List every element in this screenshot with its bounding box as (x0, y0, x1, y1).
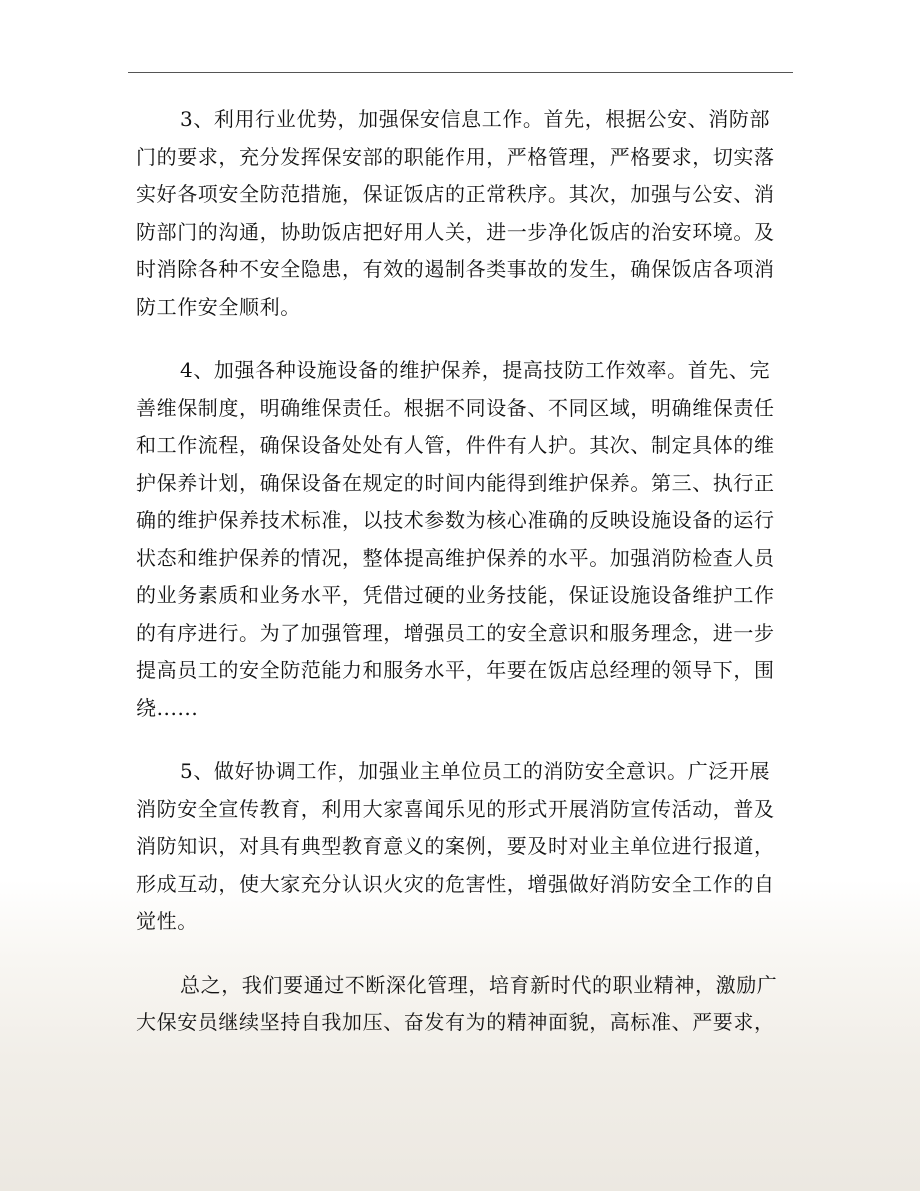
paragraph-summary: 总之，我们要通过不断深化管理，培育新时代的职业精神，激励广 大保安员继续坚持自我加压、奋发有为的精神面貌，高标准、严要求， (136, 972, 778, 1034)
document-body (136, 101, 796, 1068)
paragraph-4: 4、加强各种设施设备的维护保养，提高技防工作效率。首先、完 善维保制度，明确维保责任。根据不同设备、不同区域，明确维保责任 和工作流程，确保设备处处有人管，件件有人护。其次、制定具体的维 护保养计划，确保设备在规定的时间内能得到维护保养。第三、执行正 确的维护保养技术标准，以技术参数为核心准确的反映设施设备的运行 状态和维护保养的情况，整体提高维护保养的水平。加强消防检查人员 的业务素质和业务水平，凭借过硬的业务技能，保证设施设备维护工作 的有序进行。为了加强管理，增强员工的安全意识和服务理念，进一步 提高员工的安全防范能力和服务水平，年要在饭店总经理的领导下，围 绕...... (136, 358, 775, 720)
paragraph-3: 3、利用行业优势，加强保安信息工作。首先，根据公安、消防部 门的要求，充分发挥保安部的职能作用，严格管理，严格要求，切实落 实好各项安全防范措施，保证饭店的正常秩序。其次，加强与公安、消 防部门的沟通，协助饭店把好用人关，进一步净化饭店的治安环境。及 时消除各种不安全隐患，有效的遏制各类事故的发生，确保饭店各项消 防工作安全顺利。 (136, 107, 775, 319)
paragraph-5: 5、做好协调工作，加强业主单位员工的消防安全意识。广泛开展 消防安全宣传教育，利用大家喜闻乐见的形式开展消防宣传活动，普及 消防知识，对具有典型教育意义的案例，要及时对业主单位进行报道， 形成互动，使大家充分认识火灾的危害性，增强做好消防安全工作的自 觉性。 (136, 759, 775, 933)
header-rule (128, 72, 793, 73)
